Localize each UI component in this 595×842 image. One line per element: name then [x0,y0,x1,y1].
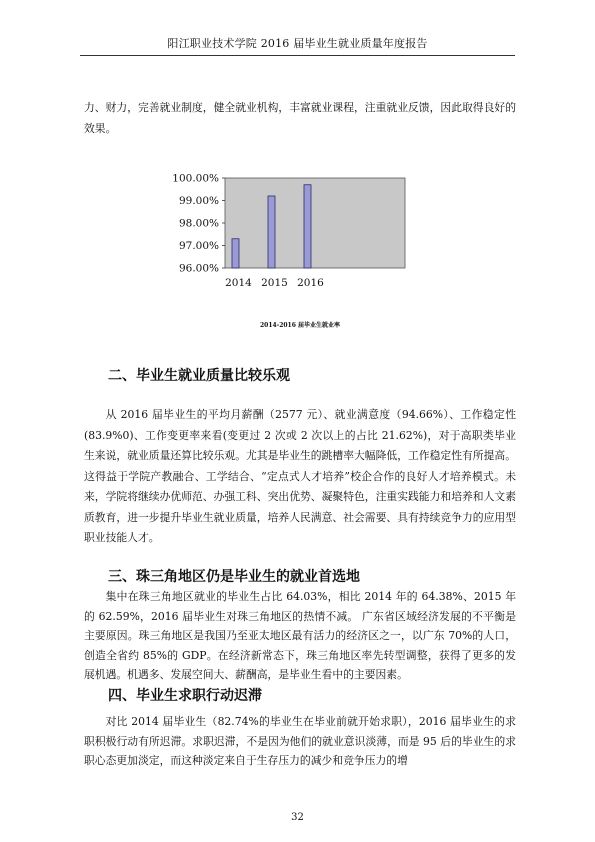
chart-caption: 2014-2016 届毕业生就业率 [260,322,340,329]
section-heading-4: 四、毕业生求职行动迟滞 [108,688,262,704]
y-tick-label: 98.00% [178,217,219,230]
x-tick-label: 2015 [261,277,288,289]
intro-paragraph: 力、财力，完善就业制度，健全就业机构，丰富就业课程，注重就业反馈，因此取得良好的效果。 [84,101,516,135]
bar-2016 [304,185,311,268]
employment-rate-chart [160,168,430,298]
x-tick-label: 2014 [225,277,252,289]
section-paragraph-3: 集中在珠三角地区就业的毕业生占比 64.03%，相比 2014 年的 64.38%、2015 年的 62.59%，2016 届毕业生对珠三角地区的热情不减。 广东省区域经济发展的不平衡是主要原因。珠三角地区是我国乃至亚太地区最有活力的经济区之一，以广东 70%的人口，创造全省约 85%的 GDP。在经济新常态下，珠三角地区率先转型调整，获得了更多的发展机遇。机遇多、发展空间大、薪酬高，是毕业生看中的主要因素。 [84,590,516,681]
section-heading-3: 三、珠三角地区仍是毕业生的就业首选地 [108,569,360,585]
plot-area [225,178,405,268]
y-tick-label: 97.00% [178,240,219,252]
section-paragraph-2: 从 2016 届毕业生的平均月薪酬（2577 元）、就业满意度（94.66%）、工作稳定性(83.9%0)、工作变更率来看(变更过 2 次或 2 次以上的占比 21.62%)，对于高职类毕业生来说，就业质量还算比较乐观。尤其是毕业生的跳槽率大幅降低，工作稳定性有所提高。这得益于学院产教融合、工学结合、“定点式人才培养”校企合作的良好人才培养模式。未来，学院将继续办优师范、办强工科、突出优势、凝聚特色，注重实践能力和培养和人文素质教育，进一步提升毕业生就业质量，培养人民满意、社会需要、具有持续竞争力的应用型职业技能人才。 [84,408,516,544]
y-tick-label: 100.00% [172,172,219,185]
section-paragraph-4: 对比 2014 届毕业生（82.74%的毕业生在毕业前就开始求职），2016 届毕业生的求职积极行动有所迟滞。求职迟滞，不是因为他们的就业意识淡薄，而是 95 后的毕业生的求职心态更加淡定，而这种淡定来自于生存压力的减少和竞争压力的增 [84,715,516,767]
section-heading-2: 二、毕业生就业质量比较乐观 [108,368,290,384]
bar-2015 [268,196,275,268]
x-tick-label: 2016 [297,277,324,289]
page-header: 阳江职业技术学院 2016 届毕业生就业质量年度报告 [167,37,428,50]
page-number: 32 [291,812,304,823]
bar-2014 [232,239,239,268]
y-tick-label: 96.00% [178,262,219,275]
y-tick-label: 99.00% [178,195,219,207]
header-rule [80,55,515,56]
